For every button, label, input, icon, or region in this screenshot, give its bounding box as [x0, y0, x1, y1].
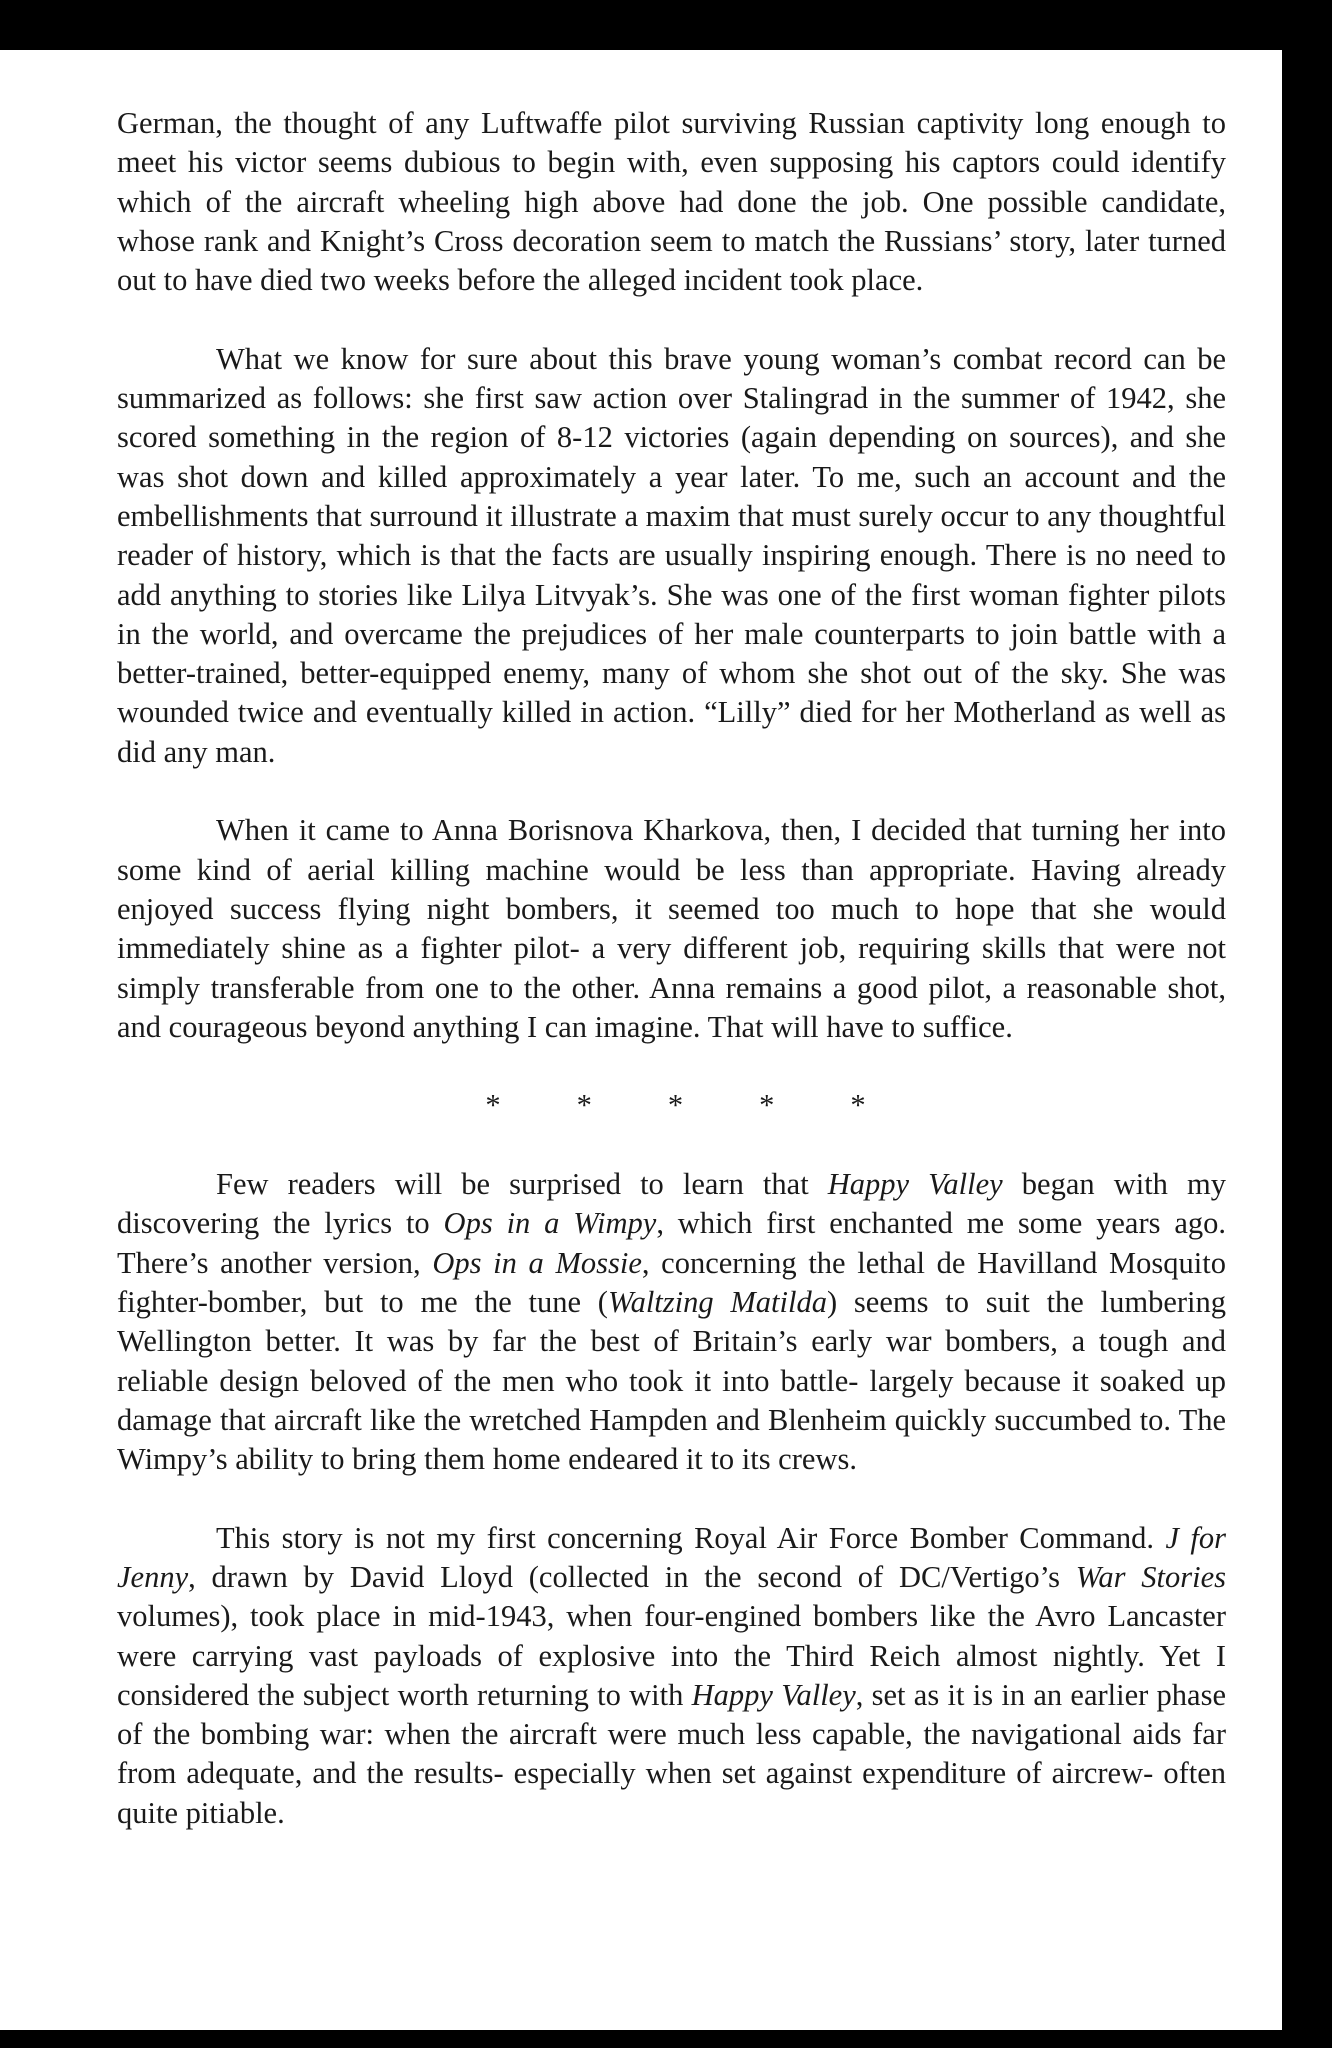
title-waltzing-matilda: Waltzing Matilda	[607, 1284, 827, 1319]
paragraph-gap	[117, 1047, 1226, 1086]
title-j-for-jenny: J for Jenny	[117, 1520, 1226, 1594]
paragraph-happy-valley-origins	[117, 1165, 1226, 1479]
paragraph-combat-record: What we know for sure about this brave young woman’s combat record can be summarized as follows: she first saw action over Stalingrad in the summer of 1942, she scored something in the region of 8-12 victories (again depending on sources), and she was shot down and killed approximately a year later. To me, such an account and the embellishments that surround it illustrate a maxim that must surely occur to any thoughtful reader of history, which is that the facts are usually inspiring enough. There is no need to add anything to stories like Lilya Litvyak’s. She was one of the first woman fighter pilots in the world, and overcame the prejudices of her male counterparts to join battle with a better-trained, better-equipped enemy, many of whom she shot out of the sky. She was wounded twice and eventually killed in action. “Lilly” died for her Motherland as well as did any man.	[117, 341, 1226, 769]
text-run: , drawn by David Lloyd (collected in the second of DC/Vertigo’s	[188, 1559, 1076, 1594]
title-happy-valley: Happy Valley	[827, 1167, 1003, 1202]
text-run: began with my discovering the lyrics to	[117, 1167, 1226, 1241]
text-run: Few readers will be surprised to learn that	[216, 1167, 828, 1202]
text-run: This story is not my first concerning Royal Air Force Bomber Command.	[216, 1520, 1166, 1555]
title-ops-in-a-mossie: Ops in a Mossie	[432, 1245, 642, 1280]
paragraph-anna-kharkova: When it came to Anna Borisnova Kharkova, then, I decided that turning her into some kind of aerial killing machine would be less than appropriate. Having already enjoyed success flying night bombers, it seemed too much to hope that she would immediately shine as a fighter pilot- a very different job, requiring skills that were not simply transferable from one to the other. Anna remains a good pilot, a reasonable shot, and courageous beyond anything I can imagine. That will have to suffice.	[117, 813, 1226, 1044]
body-text	[117, 104, 1226, 1833]
section-separator	[117, 1086, 1226, 1125]
asterisk: *	[850, 1088, 866, 1123]
text-run: volumes), took place in mid-1943, when four-engined bombers like the Avro Lancaster were carrying vast payloads of explosive into the Third Reich almost nightly. Yet I considered the subject worth returning to with	[117, 1599, 1226, 1712]
paragraph-gap	[117, 300, 1226, 339]
text-run: , set as it is in an earlier phase of the bombing war: when the aircraft were much less capable, the navigational aids far from adequate, and the results- especially when set against expenditure of aircrew- often quite pitiable.	[117, 1677, 1227, 1830]
title-war-stories: War Stories	[1075, 1559, 1226, 1594]
text-run: , concerning the lethal de Havilland Mosquito fighter-bomber, but to me the tune (	[117, 1245, 1226, 1319]
asterisk: *	[576, 1088, 592, 1123]
paragraph-gap	[117, 772, 1226, 811]
paragraph-gap	[117, 1479, 1226, 1518]
book-page	[0, 50, 1282, 2030]
asterisk: *	[759, 1088, 775, 1123]
title-ops-in-a-wimpy: Ops in a Wimpy	[443, 1206, 657, 1241]
text-run: , which first enchanted me some years ago. There’s another version,	[117, 1206, 1227, 1280]
paragraph-gap	[117, 1126, 1226, 1165]
asterisk: *	[667, 1088, 684, 1123]
asterisk: *	[485, 1088, 501, 1123]
paragraph-luftwaffe-pilot: German, the thought of any Luftwaffe pilot surviving Russian captivity long enough to meet his victor seems dubious to begin with, even supposing his captors could identify which of the aircraft wheeling high above had done the job. One possible candidate, whose rank and Knight’s Cross decoration seem to match the Russians’ story, later turned out to have died two weeks before the alleged incident took place.	[117, 106, 1226, 298]
paragraph-bomber-command	[117, 1519, 1226, 1833]
text-run: ) seems to suit the lumbering Wellington better. It was by far the best of Britain’s early war bombers, a tough and reliable design beloved of the men who took it into battle- largely because it soaked up damage that aircraft like the wretched Hampden and Blenheim quickly succumbed to. The Wimpy’s ability to bring them home endeared it to its crews.	[117, 1284, 1226, 1477]
title-happy-valley: Happy Valley	[691, 1677, 856, 1712]
